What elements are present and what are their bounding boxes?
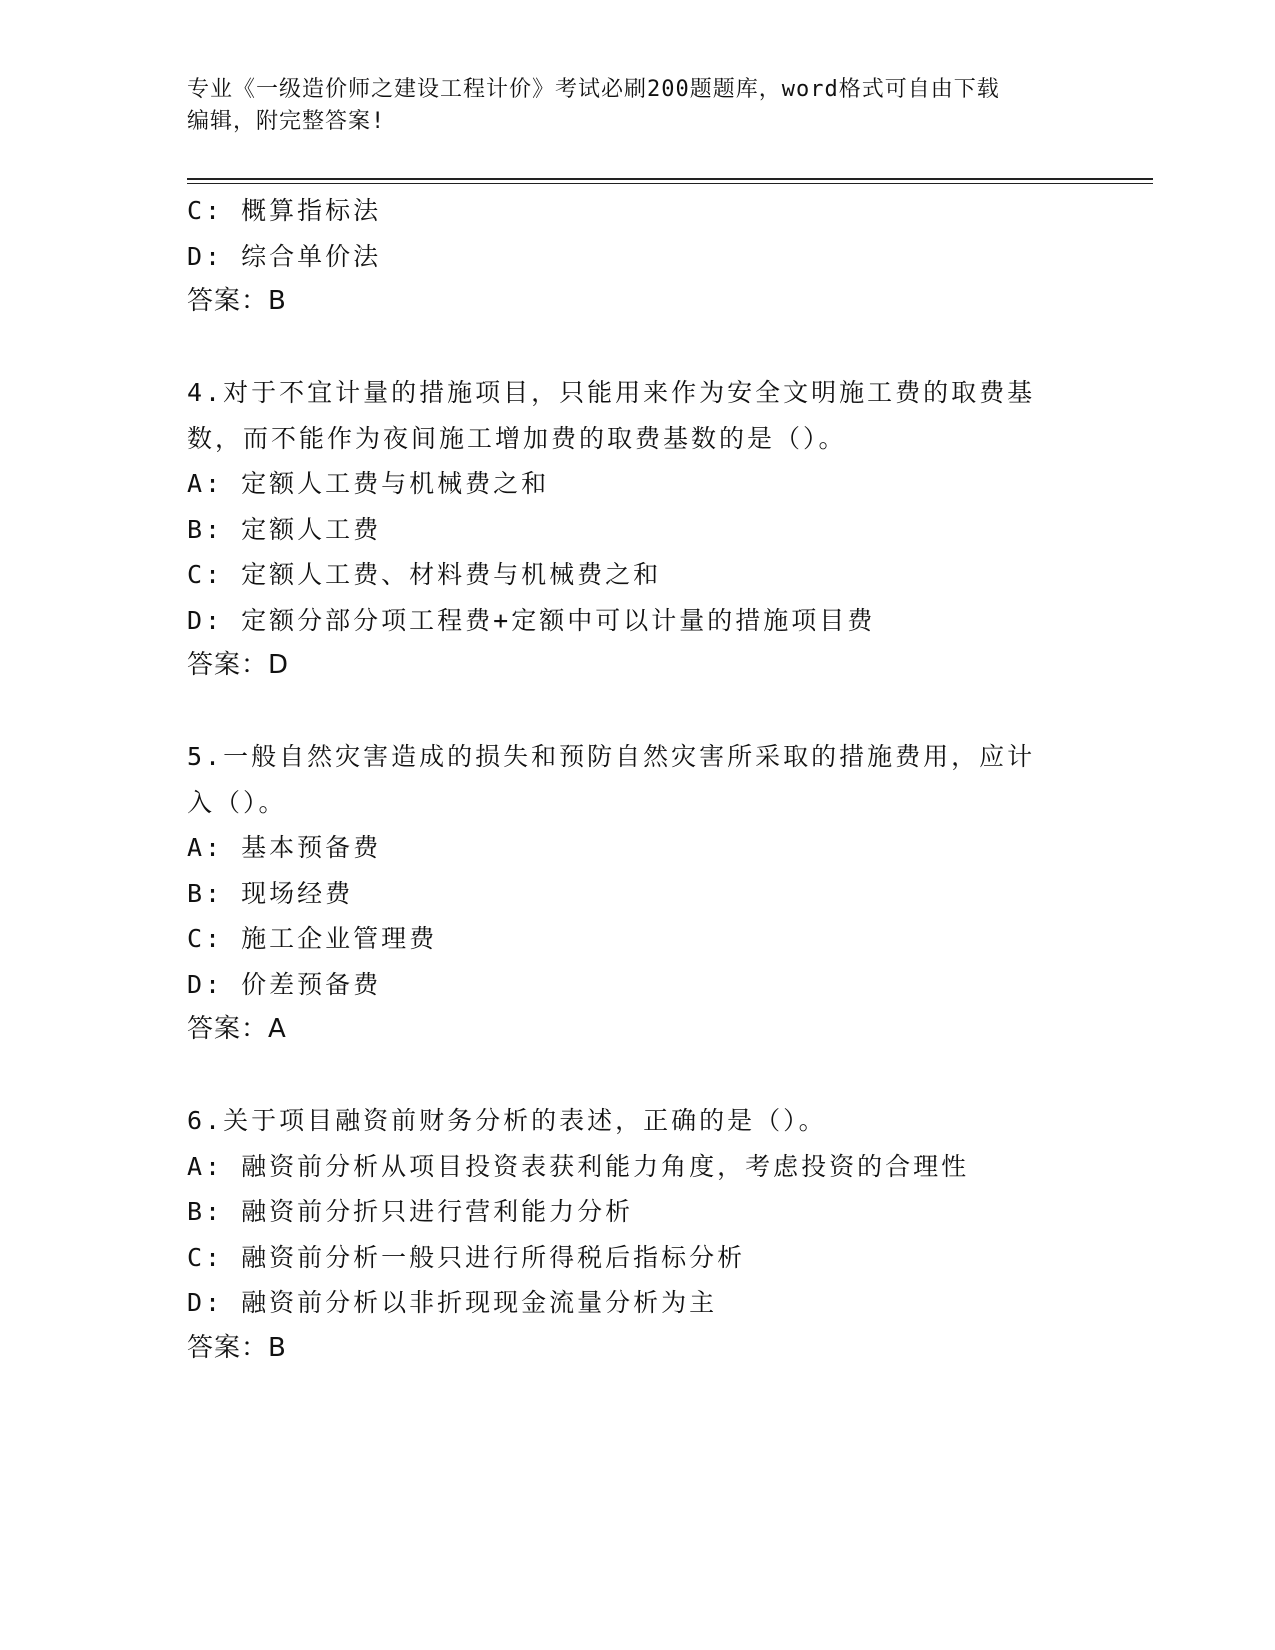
option-d: D: 定额分部分项工程费+定额中可以计量的措施项目费 <box>187 605 876 635</box>
question-text-line-1: 4.对于不宜计量的措施项目，只能用来作为安全文明施工费的取费基 <box>187 378 1036 407</box>
question-text-line-1: 6.关于项目融资前财务分析的表述，正确的是（）。 <box>187 1106 827 1135</box>
option-d: D: 综合单价法 <box>187 241 382 271</box>
question-3-continuation <box>187 188 1067 325</box>
option-d: D: 价差预备费 <box>187 969 382 999</box>
question-6 <box>187 1098 1067 1371</box>
header-divider-thick <box>187 178 1153 180</box>
option-a: A: 基本预备费 <box>187 833 382 862</box>
question-text-line-2: 入（）。 <box>187 787 287 817</box>
answer-label: 答案：B <box>187 1332 287 1363</box>
spacer <box>187 325 1067 371</box>
option-b: B: 融资前分折只进行营利能力分析 <box>187 1197 634 1226</box>
spacer <box>187 689 1067 735</box>
question-5 <box>187 734 1067 1053</box>
option-c: C: 概算指标法 <box>187 196 382 225</box>
option-a: A: 定额人工费与机械费之和 <box>187 469 550 498</box>
question-text-line-1: 5.一般自然灾害造成的损失和预防自然灾害所采取的措施费用，应计 <box>187 742 1036 771</box>
answer-label: 答案：B <box>187 286 287 316</box>
document-body <box>187 188 1067 1371</box>
header-divider-thin <box>187 183 1153 184</box>
answer-label: 答案：A <box>187 1014 287 1044</box>
option-b: B: 现场经费 <box>187 878 354 908</box>
option-b: B: 定额人工费 <box>187 514 382 544</box>
document-header <box>187 74 1067 138</box>
option-c: C: 施工企业管理费 <box>187 924 438 953</box>
question-text-line-2: 数，而不能作为夜间施工增加费的取费基数的是（）。 <box>187 423 847 453</box>
question-4 <box>187 370 1067 689</box>
spacer <box>187 1053 1067 1099</box>
answer-label: 答案：D <box>187 650 290 680</box>
option-d: D: 融资前分析以非折现现金流量分析为主 <box>187 1288 718 1317</box>
header-line-2: 编辑，附完整答案! <box>187 109 386 134</box>
option-c: C: 定额人工费、材料费与机械费之和 <box>187 560 662 589</box>
option-a: A: 融资前分析从项目投资表获利能力角度，考虑投资的合理性 <box>187 1151 970 1181</box>
header-line-1: 专业《一级造价师之建设工程计价》考试必刷200题题库，word格式可自由下载 <box>187 77 1000 102</box>
option-c: C: 融资前分析一般只进行所得税后指标分析 <box>187 1242 746 1272</box>
